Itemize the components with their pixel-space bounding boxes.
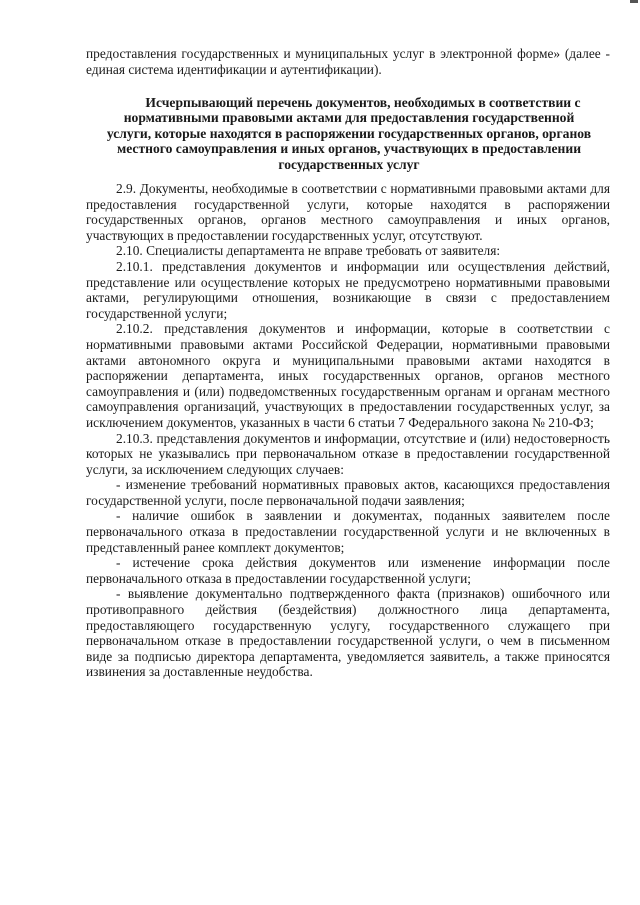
paragraph-2-10-2: 2.10.2. представления документов и информации, которые в соответствии с нормативными правовыми актами Российской Федерации, нормативными правовыми актами автономного округа и муниципальными правовыми актами находятся в распоряжении департамента, иных государственных органов, органов местного самоуправления и (или) подведомственных государственным органам и органам местного самоуправления организаций, участвующих в предоставлении государственных услуг, за исключением документов, указанных в части 6 статьи 7 Федерального закона № 210-ФЗ;	[86, 321, 610, 430]
paragraph-2-9: 2.9. Документы, необходимые в соответствии с нормативными правовыми актами для предоставления государственной услуги, которые находятся в распоряжении государственных органов, органов местного самоуправления и иных органов, участвующих в предоставлении государственных услуг, отсутствуют.	[86, 181, 610, 243]
paragraph-2-10-3: 2.10.3. представления документов и информации, отсутствие и (или) недостоверность которых не указывались при первоначальном отказе в предоставлении государственной услуги, за исключением следующих случаев:	[86, 430, 610, 477]
paragraph-2-10: 2.10. Специалисты департамента не вправе требовать от заявителя:	[116, 243, 501, 259]
paragraph-2-10-1: 2.10.1. представления документов и информации или осуществления действий, представление или осуществление которых не предусмотрено нормативными правовыми актами, регулирующими отношения, возникающие в связи с предоставлением государственной услуги;	[86, 258, 610, 321]
list-item-requirements-change: - изменение требований нормативных правовых актов, касающихся предоставления государственной услуги, после первоначальной подачи заявления;	[86, 477, 610, 508]
section-heading-rest: нормативными правовыми актами для предоставления государственной услуги, которые находятся в распоряжении государственных органов, органов местного самоуправления и иных органов, участвующих в предоставлении государственных услуг	[106, 110, 592, 172]
scan-mark	[630, 0, 638, 3]
intro-section	[86, 46, 610, 77]
list-item-errors-in-application: - наличие ошибок в заявлении и документах, поданных заявителем после первоначального отказа в предоставлении государственной услуги и не включенных в представленный ранее комплект документов;	[86, 508, 610, 555]
section-heading-line-1: Исчерпывающий перечень документов, необходимых в соответствии с	[145, 95, 581, 110]
section-heading	[100, 95, 598, 172]
intro-paragraph: предоставления государственных и муниципальных услуг в электронной форме» (далее - единая система идентификации и аутентификации).	[86, 46, 610, 77]
list-item-official-misconduct: - выявление документально подтвержденного факта (признаков) ошибочного или противоправного действия (бездействия) должностного лица департамента, предоставляющего государственную услугу, государственного служащего при первоначальном отказе в предоставлении государственной услуги, о чем в письменном виде за подписью директора департамента, уведомляется заявитель, а также приносятся извинения за доставленные неудобства.	[86, 586, 610, 680]
body-section	[86, 181, 610, 680]
list-item-document-expiry: - истечение срока действия документов или изменение информации после первоначального отказа в предоставлении государственной услуги;	[86, 555, 610, 586]
